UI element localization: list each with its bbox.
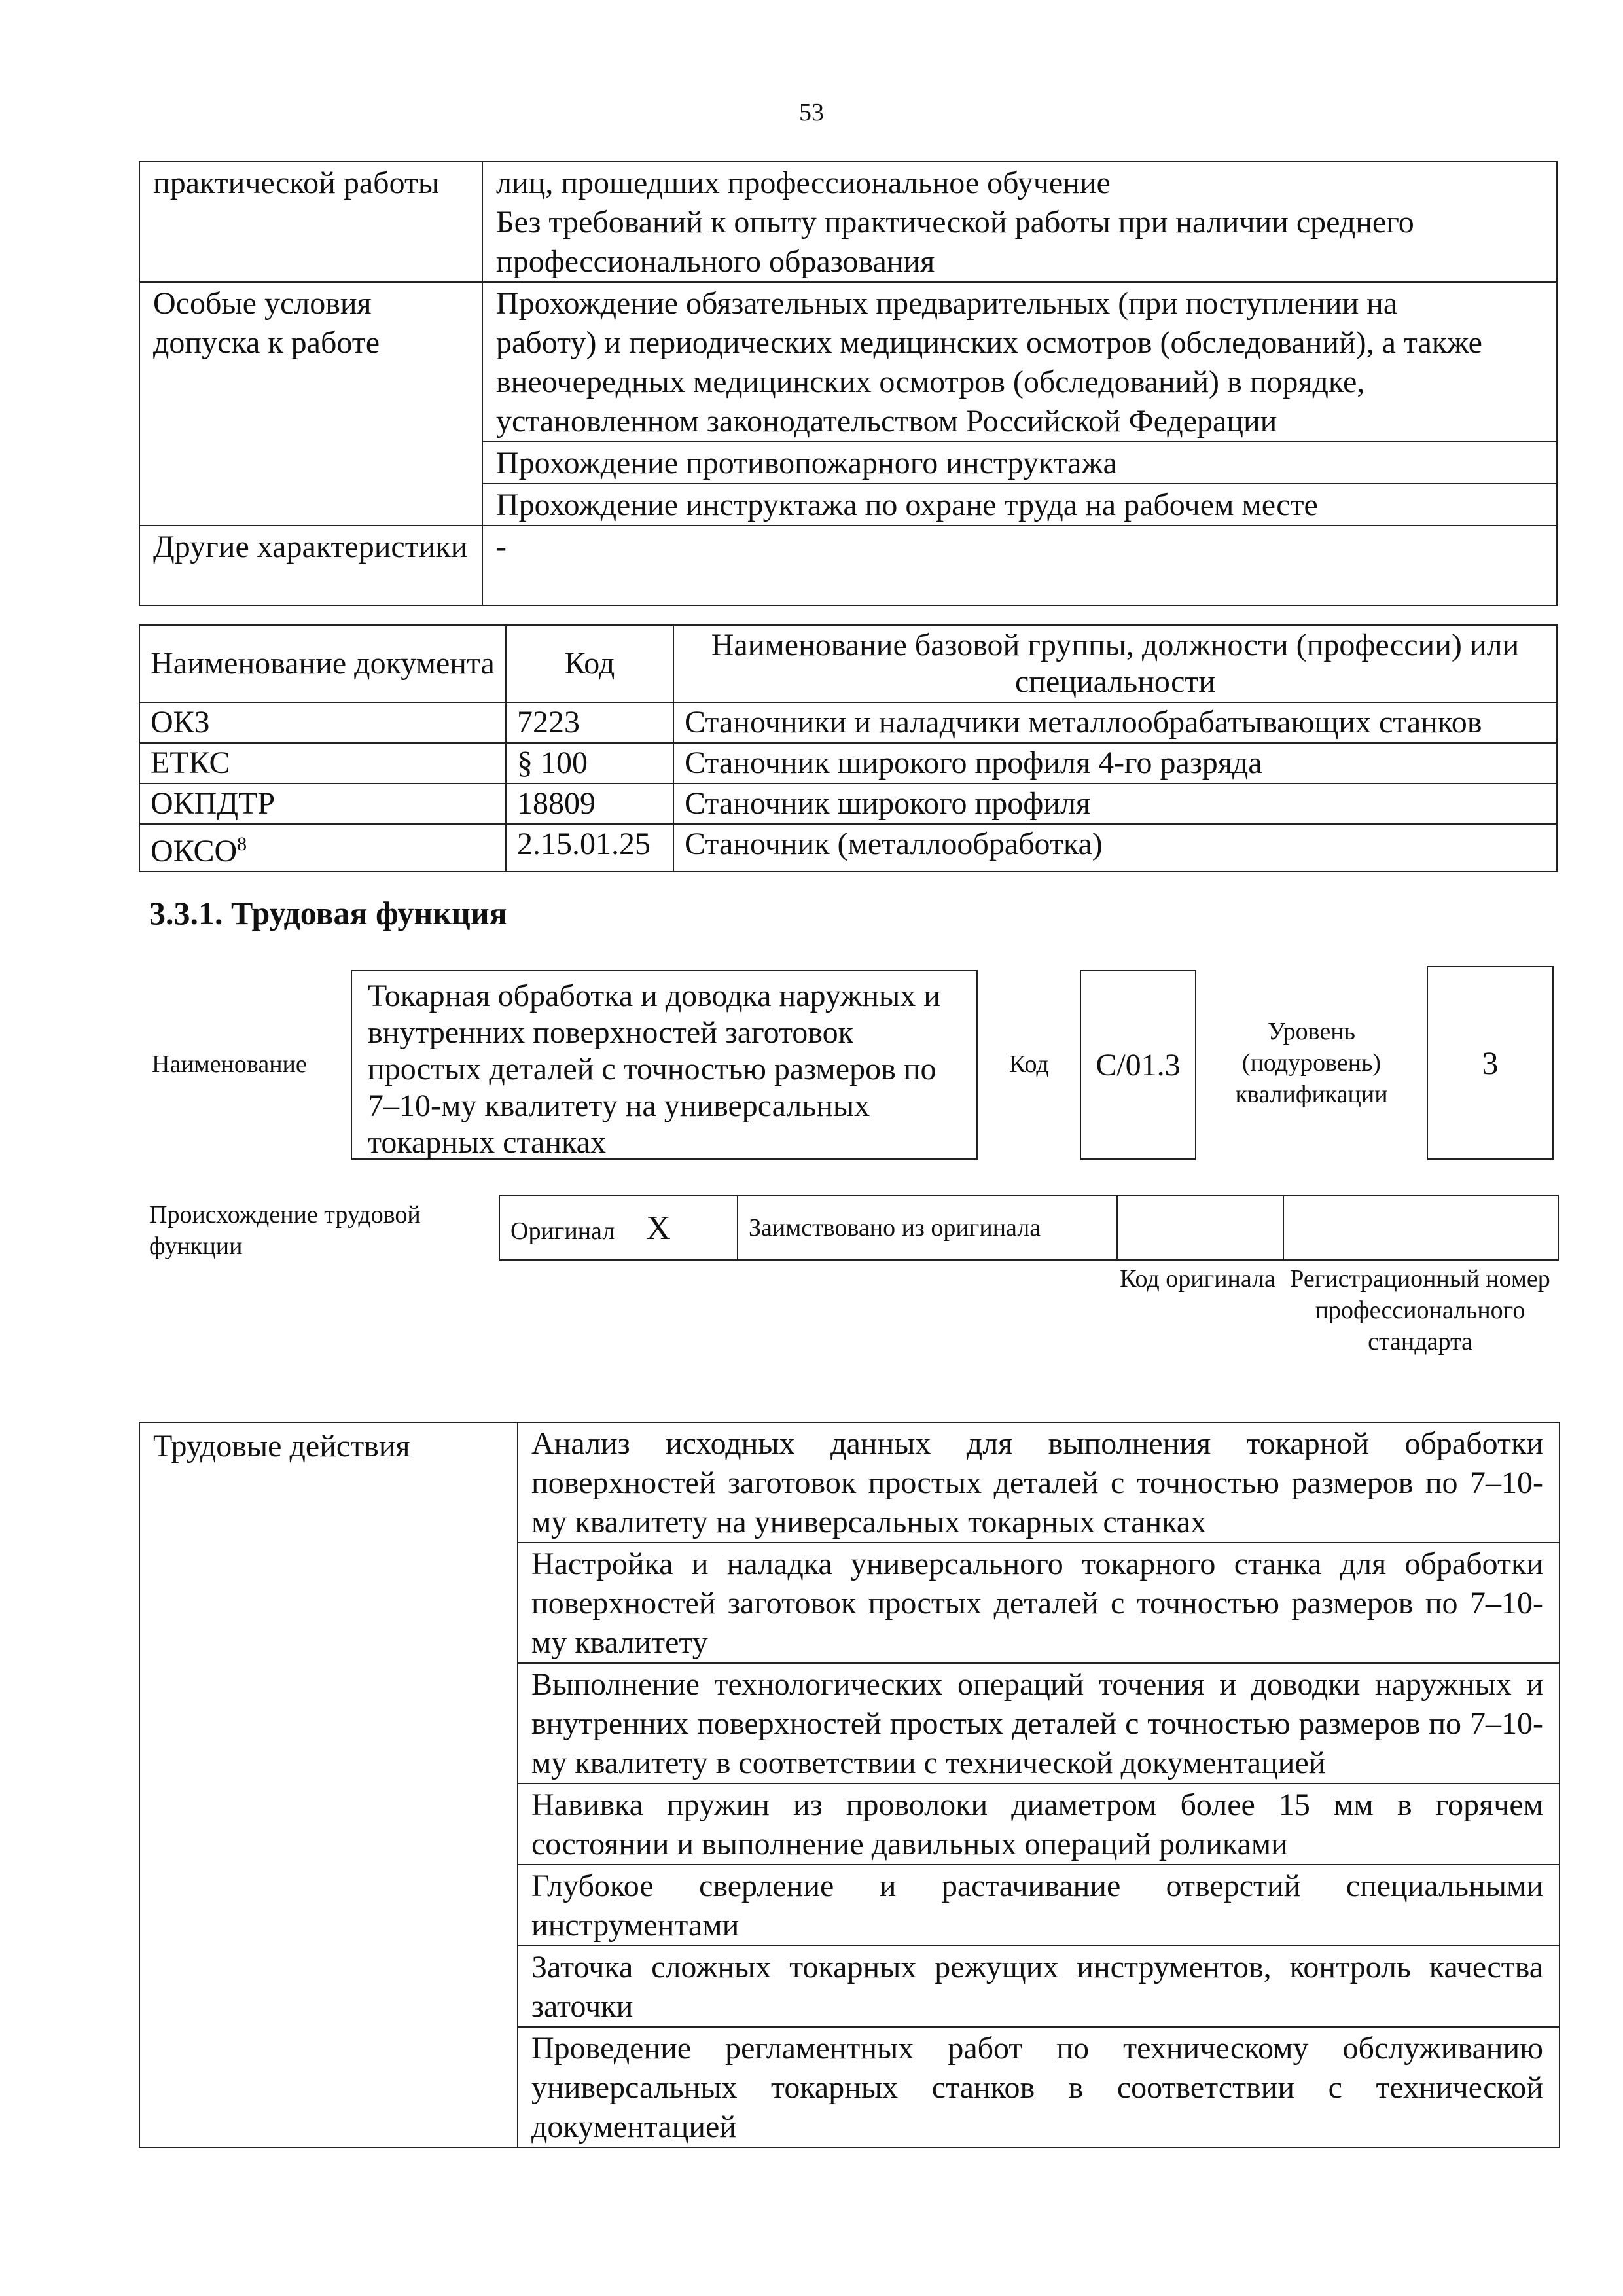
function-code-box: C/01.3 <box>1080 970 1196 1160</box>
row-value <box>482 484 1557 526</box>
row-label: Трудовые действия <box>139 1422 518 2147</box>
table-cell: § 100 <box>506 743 673 783</box>
table-cell: Станочник широкого профиля <box>673 783 1557 824</box>
row-value <box>482 282 1557 442</box>
row-value <box>482 526 1557 605</box>
text-line: работу) и периодических медицинских осмотров (обследований), а также <box>496 325 1482 360</box>
table-row <box>139 743 1557 783</box>
row-value <box>482 442 1557 484</box>
text-line: установленном законодательством Российской Федерации <box>496 404 1277 439</box>
table-cell: ЕТКС <box>139 743 506 783</box>
row-label: Другие характеристики <box>139 526 482 605</box>
origin-code-caption: Код оригинала <box>1120 1265 1275 1293</box>
requirements-table <box>139 161 1558 606</box>
original-cell <box>499 1196 738 1260</box>
table-cell <box>139 824 506 872</box>
classifier-table <box>139 624 1558 872</box>
table-row <box>139 162 1557 282</box>
reg-number-cell <box>1283 1196 1558 1260</box>
table-row <box>499 1196 1558 1260</box>
row-label: практической работы <box>139 162 482 282</box>
table-row <box>139 282 1557 442</box>
table-cell: Станочник широкого профиля 4-го разряда <box>673 743 1557 783</box>
table-header-row <box>139 625 1557 702</box>
original-mark: X <box>646 1209 671 1247</box>
column-header: Наименование базовой группы, должности (профессии) или специальности <box>673 625 1557 702</box>
labor-action-item: Глубокое сверление и растачивание отверстий специальными инструментами <box>518 1865 1560 1946</box>
table-cell: ОКПДТР <box>139 783 506 824</box>
footnote-mark: 8 <box>237 833 247 855</box>
labor-action-item: Проведение регламентных работ по техническому обслуживанию универсальных токарных станков в соответствии с технической документацией <box>518 2027 1560 2147</box>
labor-action-item: Анализ исходных данных для выполнения токарной обработки поверхностей заготовок простых деталей с точностью размеров по 7–10-му квалитету на универсальных токарных станках <box>518 1422 1560 1543</box>
reg-number-caption: Регистрационный номер профессионального стандарта <box>1290 1265 1550 1355</box>
code-label: Код <box>1009 1050 1049 1078</box>
borrowed-label: Заимствовано из оригинала <box>738 1196 1117 1260</box>
labor-action-item: Выполнение технологических операций точения и доводки наружных и внутренних поверхностей простых деталей с точностью размеров по 7–10-му квалитету в соответствии с технической документацией <box>518 1663 1560 1784</box>
table-row <box>139 783 1557 824</box>
labor-actions-table <box>139 1422 1560 2148</box>
table-row <box>139 824 1557 872</box>
table-cell: 7223 <box>506 702 673 743</box>
row-value <box>482 162 1557 282</box>
text-line: - <box>496 529 507 564</box>
row-label: Особые условия допуска к работе <box>139 282 482 526</box>
page-number: 53 <box>799 99 824 126</box>
column-header: Наименование документа <box>139 625 506 702</box>
labor-action-item: Настройка и наладка универсального токарного станка для обработки поверхностей заготовок простых деталей с точностью размеров по 7–10-му квалитету <box>518 1543 1560 1663</box>
text-line: Прохождение инструктажа по охране труда на рабочем месте <box>496 488 1318 522</box>
section-heading: 3.3.1. Трудовая функция <box>149 895 507 931</box>
origin-label: Происхождение трудовой функции <box>149 1201 421 1260</box>
text-line: внеочередных медицинских осмотров (обследований) в порядке, <box>496 365 1365 399</box>
labor-action-item: Заточка сложных токарных режущих инструментов, контроль качества заточки <box>518 1946 1560 2027</box>
classifier-name: ОКСО <box>151 834 238 869</box>
table-cell: Станочник (металлообработка) <box>673 824 1557 872</box>
text-line: профессионального образования <box>496 244 935 279</box>
table-row <box>139 1422 1560 1543</box>
text-line: Прохождение обязательных предварительных (при поступлении на <box>496 286 1398 321</box>
text-line: Без требований к опыту практической работы при наличии среднего <box>496 205 1414 240</box>
table-cell: ОКЗ <box>139 702 506 743</box>
original-label: Оригинал <box>510 1217 615 1245</box>
function-name-box: Токарная обработка и доводка наружных и внутренних поверхностей заготовок простых деталей с точностью размеров по 7–10-му квалитету на универсальных токарных станках <box>351 970 978 1160</box>
table-cell: 2.15.01.25 <box>506 824 673 872</box>
table-cell: Станочники и наладчики металлообрабатывающих станков <box>673 702 1557 743</box>
text-line: Прохождение противопожарного инструктажа <box>496 446 1117 480</box>
labor-action-item: Навивка пружин из проволоки диаметром более 15 мм в горячем состоянии и выполнение давильных операций роликами <box>518 1784 1560 1865</box>
name-label: Наименование <box>152 1050 307 1078</box>
origin-table <box>499 1195 1559 1261</box>
level-label: Уровень (подуровень) квалификации <box>1235 1018 1388 1108</box>
table-cell: 18809 <box>506 783 673 824</box>
table-row <box>139 526 1557 605</box>
text-line: лиц, прошедших профессиональное обучение <box>496 166 1111 200</box>
level-value-box: 3 <box>1427 966 1554 1160</box>
table-row <box>139 702 1557 743</box>
column-header: Код <box>506 625 673 702</box>
origin-code-cell <box>1117 1196 1283 1260</box>
